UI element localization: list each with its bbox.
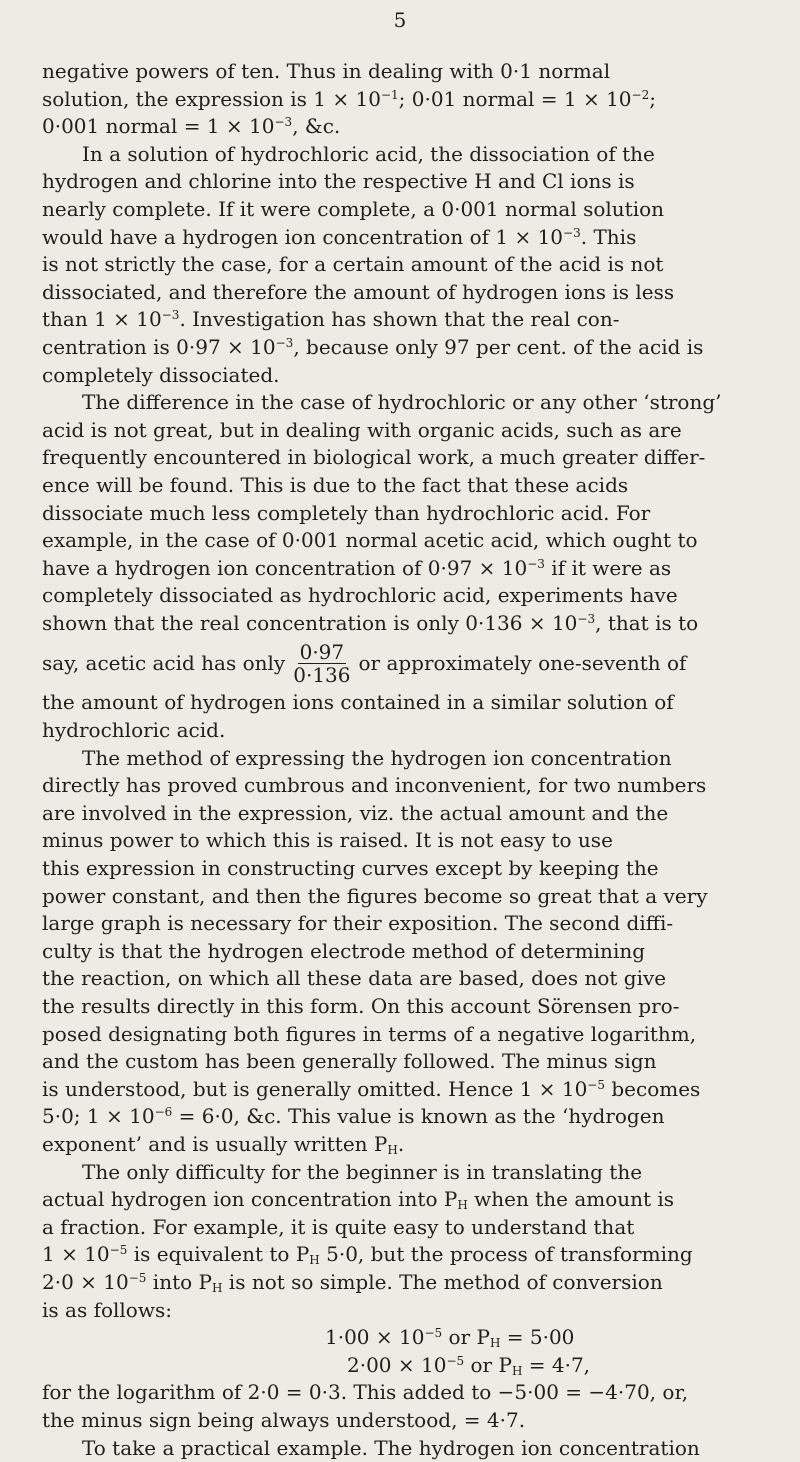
line: ; bbox=[649, 87, 656, 111]
line: this expression in constructing curves except by keeping the bbox=[42, 856, 659, 880]
line: completely dissociated as hydrochloric acid, experiments have bbox=[42, 583, 678, 607]
line: ; 0·01 normal = 1 × 10 bbox=[399, 87, 632, 111]
subscript: H bbox=[212, 1281, 222, 1295]
exponent: −2 bbox=[632, 88, 650, 102]
line: posed designating both figures in terms of a negative logarithm, bbox=[42, 1022, 696, 1046]
line: 0·001 normal = 1 × 10 bbox=[42, 114, 275, 138]
paragraph-3 bbox=[42, 389, 768, 637]
line: frequently encountered in biological work, a much greater differ- bbox=[42, 445, 705, 469]
subscript: H bbox=[457, 1198, 467, 1212]
line: directly has proved cumbrous and inconvenient, for two numbers bbox=[42, 773, 706, 797]
line: . bbox=[398, 1132, 404, 1156]
line: into P bbox=[146, 1270, 212, 1294]
body-text bbox=[42, 58, 768, 1462]
line: if it were as bbox=[545, 556, 671, 580]
line: is understood, but is generally omitted. Hence 1 × 10 bbox=[42, 1077, 587, 1101]
line: or P bbox=[464, 1353, 512, 1377]
subscript: H bbox=[387, 1143, 397, 1157]
exponent: −3 bbox=[276, 336, 294, 350]
paragraph-4 bbox=[42, 745, 768, 1159]
paragraph-7 bbox=[42, 1435, 768, 1462]
line: , that is to bbox=[595, 611, 698, 635]
line: 2·00 × 10 bbox=[347, 1353, 446, 1377]
line: 1 × 10 bbox=[42, 1242, 110, 1266]
exponent: −5 bbox=[587, 1078, 605, 1092]
exponent: −5 bbox=[446, 1354, 464, 1368]
exponent: −3 bbox=[577, 612, 595, 626]
line: . Investigation has shown that the real con- bbox=[179, 307, 619, 331]
line: 1·00 × 10 bbox=[325, 1325, 424, 1349]
equation-1 bbox=[42, 1324, 768, 1352]
line: than 1 × 10 bbox=[42, 307, 162, 331]
line: In a solution of hydrochloric acid, the dissociation of the bbox=[82, 142, 655, 166]
exponent: −1 bbox=[381, 88, 399, 102]
line: minus power to which this is raised. It is not easy to use bbox=[42, 828, 613, 852]
line: completely dissociated. bbox=[42, 363, 280, 387]
line: the results directly in this form. On this account Sörensen pro- bbox=[42, 994, 679, 1018]
line: , &c. bbox=[292, 114, 340, 138]
line: large graph is necessary for their exposition. The second diffi- bbox=[42, 911, 673, 935]
line: 2·0 × 10 bbox=[42, 1270, 129, 1294]
line: hydrogen and chlorine into the respective H and Cl ions is bbox=[42, 169, 635, 193]
line: the reaction, on which all these data are based, does not give bbox=[42, 966, 666, 990]
line: is as follows: bbox=[42, 1298, 172, 1322]
line: 5·0; 1 × 10 bbox=[42, 1104, 155, 1128]
line: when the amount is bbox=[468, 1187, 674, 1211]
line: say, acetic acid has only bbox=[42, 650, 285, 678]
line: would have a hydrogen ion concentration of 1 × 10 bbox=[42, 225, 563, 249]
line: negative powers of ten. Thus in dealing with 0·1 normal bbox=[42, 59, 610, 83]
line: dissociated, and therefore the amount of hydrogen ions is less bbox=[42, 280, 674, 304]
paragraph-1 bbox=[42, 58, 768, 141]
line: the amount of hydrogen ions contained in a similar solution of bbox=[42, 690, 674, 714]
line: hydrochloric acid. bbox=[42, 718, 225, 742]
line: = 4·7, bbox=[522, 1353, 590, 1377]
exponent: −5 bbox=[424, 1326, 442, 1340]
exponent: −3 bbox=[527, 557, 545, 571]
line: for the logarithm of 2·0 = 0·3. This added to −5·00 = −4·70, or, bbox=[42, 1380, 688, 1404]
fraction-line bbox=[42, 637, 768, 689]
line: is not strictly the case, for a certain amount of the acid is not bbox=[42, 252, 663, 276]
subscript: H bbox=[490, 1336, 500, 1350]
line: 5·0, but the process of transforming bbox=[320, 1242, 693, 1266]
fraction-denominator: 0·136 bbox=[293, 664, 350, 686]
line: is not so simple. The method of conversion bbox=[222, 1270, 662, 1294]
paragraph-3-cont bbox=[42, 689, 768, 744]
line: , because only 97 per cent. of the acid is bbox=[293, 335, 703, 359]
line: ence will be found. This is due to the fact that these acids bbox=[42, 473, 628, 497]
line: = 6·0, &c. This value is known as the ‘hydrogen bbox=[172, 1104, 664, 1128]
line: becomes bbox=[605, 1077, 700, 1101]
exponent: −5 bbox=[110, 1243, 128, 1257]
line: have a hydrogen ion concentration of 0·97 × 10 bbox=[42, 556, 527, 580]
line: acid is not great, but in dealing with organic acids, such as are bbox=[42, 418, 682, 442]
exponent: −6 bbox=[155, 1105, 173, 1119]
page-number: 5 bbox=[0, 8, 800, 32]
line: nearly complete. If it were complete, a 0·001 normal solution bbox=[42, 197, 664, 221]
line: example, in the case of 0·001 normal acetic acid, which ought to bbox=[42, 528, 698, 552]
line: . This bbox=[581, 225, 637, 249]
line: The difference in the case of hydrochloric or any other ‘strong’ bbox=[82, 390, 722, 414]
line: the minus sign being always understood, = 4·7. bbox=[42, 1408, 525, 1432]
line: or approximately one-seventh of bbox=[359, 650, 687, 678]
fraction bbox=[293, 641, 350, 686]
line: or P bbox=[442, 1325, 490, 1349]
line: solution, the expression is 1 × 10 bbox=[42, 87, 381, 111]
line: centration is 0·97 × 10 bbox=[42, 335, 276, 359]
paragraph-5 bbox=[42, 1159, 768, 1325]
fraction-numerator: 0·97 bbox=[298, 641, 347, 664]
line: a fraction. For example, it is quite easy to understand that bbox=[42, 1215, 634, 1239]
line: To take a practical example. The hydrogen ion concentration bbox=[82, 1436, 700, 1460]
paragraph-6 bbox=[42, 1379, 768, 1434]
subscript: H bbox=[309, 1253, 319, 1267]
paragraph-2 bbox=[42, 141, 768, 389]
line: shown that the real concentration is only 0·136 × 10 bbox=[42, 611, 577, 635]
exponent: −3 bbox=[162, 308, 180, 322]
line: power constant, and then the figures become so great that a very bbox=[42, 884, 708, 908]
exponent: −3 bbox=[275, 115, 293, 129]
line: are involved in the expression, viz. the actual amount and the bbox=[42, 801, 668, 825]
line: culty is that the hydrogen electrode method of determining bbox=[42, 939, 645, 963]
line: is equivalent to P bbox=[127, 1242, 309, 1266]
line: dissociate much less completely than hydrochloric acid. For bbox=[42, 501, 650, 525]
exponent: −3 bbox=[563, 226, 581, 240]
exponent: −5 bbox=[129, 1271, 147, 1285]
equation-2 bbox=[42, 1352, 768, 1380]
line: = 5·00 bbox=[500, 1325, 574, 1349]
line: actual hydrogen ion concentration into P bbox=[42, 1187, 457, 1211]
line: The method of expressing the hydrogen ion concentration bbox=[82, 746, 672, 770]
line: and the custom has been generally followed. The minus sign bbox=[42, 1049, 657, 1073]
subscript: H bbox=[512, 1364, 522, 1378]
line: The only difficulty for the beginner is in translating the bbox=[82, 1160, 642, 1184]
line: exponent’ and is usually written P bbox=[42, 1132, 387, 1156]
